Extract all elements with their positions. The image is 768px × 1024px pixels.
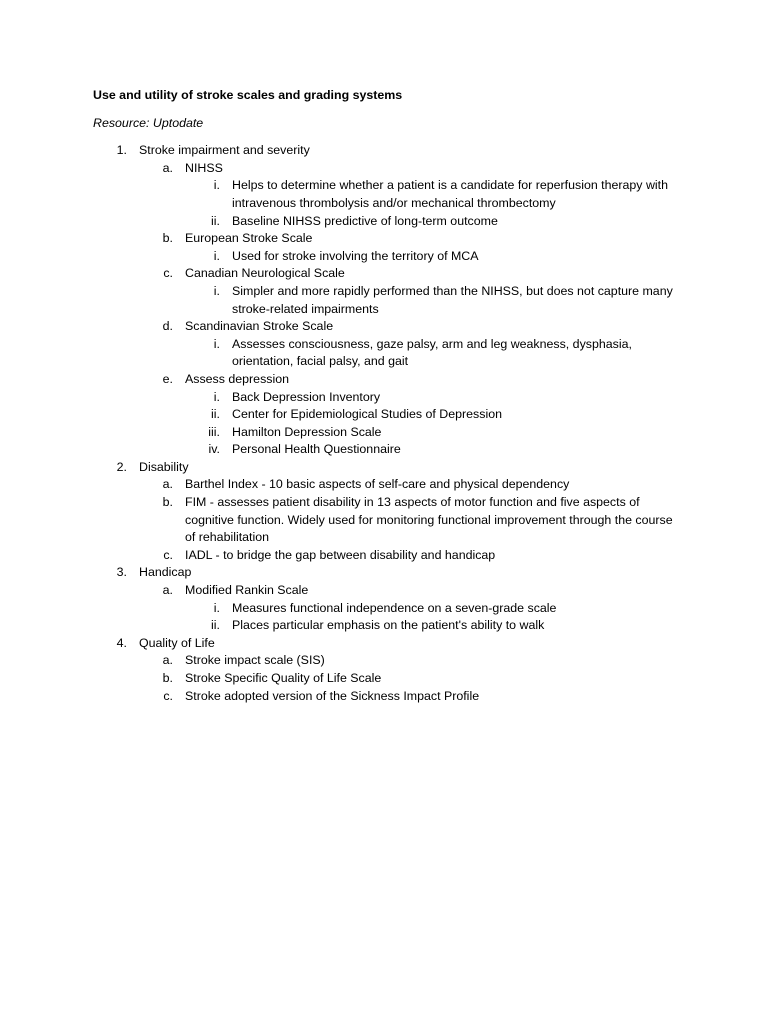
list-item-text: Measures functional independence on a seven-grade scale [232, 600, 557, 615]
list-item-text: NIHSS [185, 160, 223, 175]
list-marker: ii. [211, 618, 220, 633]
list-item-text: Assess depression [185, 371, 289, 386]
list-item-text: Used for stroke involving the territory of MCA [232, 248, 479, 263]
list-item-text: Back Depression Inventory [232, 389, 381, 404]
list-marker: i. [213, 178, 220, 193]
outline-item-level-2 [93, 265, 693, 283]
outline-item-level-2 [93, 547, 693, 565]
outline-item-level-1 [93, 459, 693, 477]
list-item-text: Stroke Specific Quality of Life Scale [185, 671, 382, 685]
list-item-text: Personal Health Questionnaire [232, 442, 401, 457]
list-marker: 3. [116, 565, 127, 580]
outline-item-level-3 [93, 283, 693, 318]
list-marker: c. [163, 688, 173, 703]
outline-item-level-3 [93, 336, 693, 371]
list-marker: i. [213, 336, 220, 351]
outline-item-level-3 [93, 406, 693, 424]
list-marker: a. [162, 653, 173, 668]
list-item-text: Stroke impact scale (SIS) [185, 653, 325, 668]
document-title: Use and utility of stroke scales and grading systems [93, 88, 403, 102]
outline-item-level-1 [93, 635, 693, 653]
outline-item-level-3 [93, 617, 693, 635]
list-marker: 4. [116, 635, 127, 650]
list-marker: b. [162, 495, 173, 510]
list-marker: i. [213, 600, 220, 615]
list-item-text: Baseline NIHSS predictive of long-term outcome [232, 213, 498, 228]
outline-item-level-2 [93, 670, 693, 688]
outline-item-level-3 [93, 177, 693, 212]
list-item-text: European Stroke Scale [185, 231, 313, 246]
list-item-text: Quality of Life [139, 635, 215, 650]
list-marker: 1. [116, 143, 127, 158]
list-item-text: Stroke adopted version of the Sickness Impact Profile [185, 688, 480, 703]
outline-item-level-2 [93, 652, 693, 670]
outline-item-level-3 [93, 213, 693, 231]
list-item-text: Center for Epidemiological Studies of Depression [232, 407, 502, 422]
list-marker: e. [162, 371, 173, 386]
outline-item-level-3 [93, 424, 693, 442]
outline-item-level-3 [93, 441, 693, 459]
list-marker: b. [162, 671, 173, 685]
outline-item-level-2 [93, 582, 693, 600]
list-item-text: Handicap [139, 565, 192, 580]
outline-item-level-2 [93, 494, 693, 547]
outline-list [93, 142, 693, 705]
outline-item-level-3 [93, 389, 693, 407]
list-item-text: IADL - to bridge the gap between disability and handicap [185, 547, 496, 562]
list-marker: a. [162, 160, 173, 175]
list-item-text: Hamilton Depression Scale [232, 424, 382, 439]
list-marker: ii. [211, 407, 220, 422]
list-marker: i. [213, 248, 220, 263]
list-item-text: Assesses consciousness, gaze palsy, arm and leg weakness, dysphasia, orientation, facial palsy, and gait [232, 336, 632, 369]
list-marker: iv. [208, 442, 220, 457]
list-item-text: Simpler and more rapidly performed than the NIHSS, but does not capture many stroke-related impairments [232, 283, 673, 316]
resource-line: Resource: Uptodate [93, 115, 204, 130]
list-item-text: Barthel Index - 10 basic aspects of self-care and physical dependency [185, 477, 570, 492]
list-item-text: Scandinavian Stroke Scale [185, 319, 334, 334]
list-item-text: Disability [139, 459, 189, 474]
list-item-text: Helps to determine whether a patient is a candidate for reperfusion therapy with intravenous thrombolysis and/or mechanical thrombectomy [232, 178, 668, 210]
outline-item-level-2 [93, 688, 693, 706]
list-item-text: Canadian Neurological Scale [185, 266, 345, 281]
list-marker: c. [163, 266, 173, 281]
list-marker: 2. [116, 459, 127, 474]
outline-item-level-3 [93, 600, 693, 618]
list-item-text: Places particular emphasis on the patient's ability to walk [232, 618, 545, 633]
list-marker: a. [162, 583, 173, 598]
list-marker: i. [213, 389, 220, 404]
outline-item-level-2 [93, 476, 693, 494]
list-marker: d. [162, 319, 173, 334]
list-item-text: Modified Rankin Scale [185, 583, 309, 598]
list-item-text: FIM - assesses patient disability in 13 aspects of motor function and five aspects of cognitive function. Widely used for monitoring functional improvement through the course of rehabilitation [185, 495, 673, 545]
outline-item-level-2 [93, 318, 693, 336]
list-marker: ii. [211, 213, 220, 228]
list-marker: b. [162, 231, 173, 246]
outline-item-level-1 [93, 564, 693, 582]
list-marker: iii. [208, 424, 220, 439]
list-marker: c. [163, 547, 173, 562]
list-marker: a. [162, 477, 173, 492]
outline-item-level-2 [93, 230, 693, 248]
outline-item-level-3 [93, 248, 693, 266]
list-item-text: Stroke impairment and severity [139, 143, 310, 158]
document-page [93, 87, 693, 705]
outline-item-level-1 [93, 142, 693, 160]
outline-item-level-2 [93, 160, 693, 178]
list-marker: i. [213, 283, 220, 298]
outline-item-level-2 [93, 371, 693, 389]
